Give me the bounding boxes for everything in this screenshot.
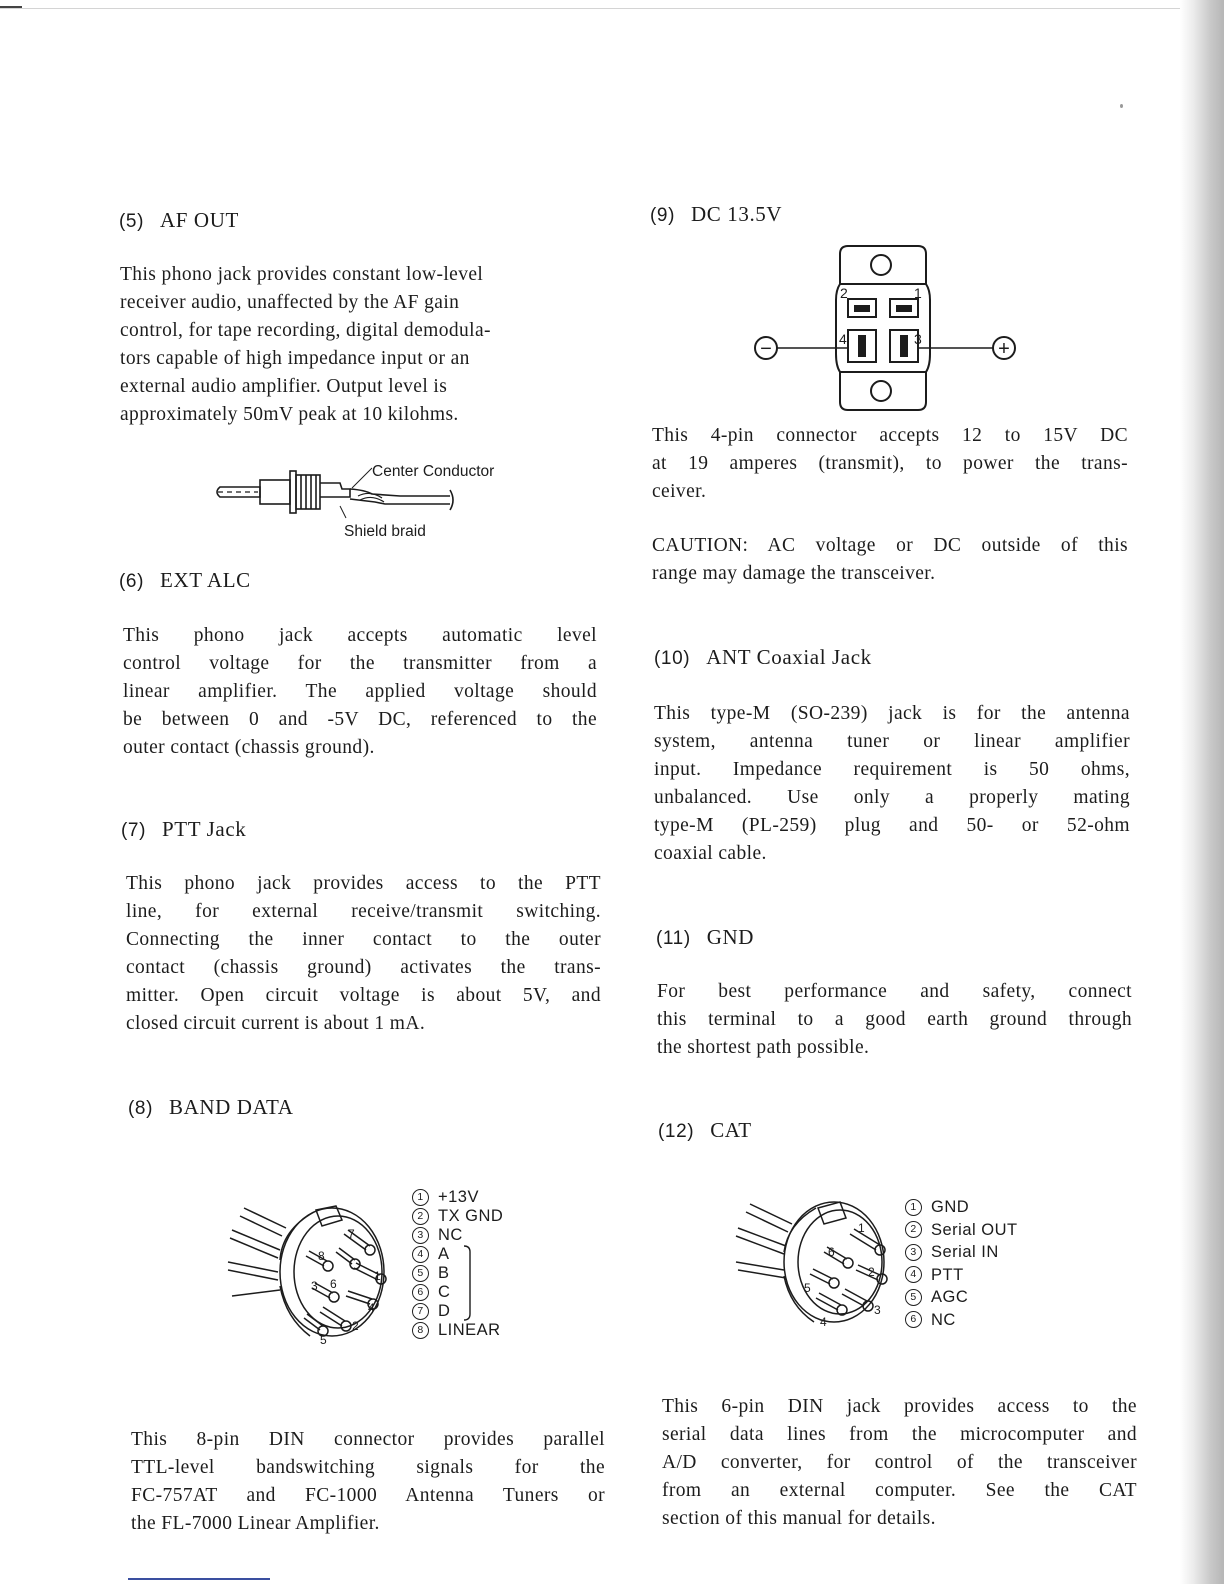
af-out-title: AF OUT — [160, 208, 239, 232]
text-line: this terminal to a good earth ground through — [657, 1009, 1132, 1030]
pin-number-badge: 3 — [412, 1227, 429, 1244]
dc-power-connector — [750, 244, 1030, 412]
minus-terminal-label: − — [760, 338, 772, 360]
text-line: type-M (PL-259) plug and 50- or 52-ohm — [654, 815, 1130, 836]
af-out-number: (5) — [119, 211, 145, 232]
pin-row — [905, 1286, 1018, 1309]
pin-number-badge: 6 — [412, 1284, 429, 1301]
text-line: tors capable of high impedance input or an — [120, 348, 470, 369]
pin-number: 2 — [352, 1319, 359, 1333]
text-line: be between 0 and -5V DC, referenced to the — [123, 709, 597, 730]
page-edge-shadow — [1180, 0, 1224, 1584]
pin-row — [905, 1309, 1018, 1332]
band-data-number: (8) — [128, 1098, 154, 1119]
dc-number: (9) — [650, 205, 676, 226]
gnd-number: (11) — [656, 928, 691, 949]
pin-label: B — [438, 1264, 450, 1282]
text-line: line, for external receive/transmit switching. — [126, 901, 601, 922]
pin-label: Serial IN — [931, 1243, 999, 1261]
cat-heading — [658, 1118, 752, 1143]
cat-number: (12) — [658, 1121, 695, 1142]
text-line: This type-M (SO-239) jack is for the antenna — [654, 703, 1130, 724]
pin-number-badge: 1 — [412, 1189, 429, 1206]
text-line: FC-757AT and FC-1000 Antenna Tuners or — [131, 1485, 605, 1506]
pin-label: NC — [438, 1226, 463, 1244]
pin-label: +13V — [438, 1188, 479, 1206]
text-line: at 19 amperes (transmit), to power the trans- — [652, 453, 1128, 474]
band-data-heading — [128, 1095, 294, 1120]
text-line: serial data lines from the microcomputer and — [662, 1424, 1137, 1445]
pin-number: 5 — [320, 1333, 327, 1347]
pin-number: 1 — [374, 1269, 381, 1283]
pin-label: NC — [931, 1310, 956, 1329]
pin-row — [412, 1302, 503, 1321]
pin-number-badge: 6 — [905, 1311, 922, 1328]
text-line: ceiver. — [652, 481, 707, 502]
pin-number: 6 — [828, 1245, 835, 1259]
ant-title: ANT Coaxial Jack — [706, 645, 872, 669]
pin-row — [905, 1264, 1018, 1287]
pin-number-badge: 8 — [412, 1322, 429, 1339]
gnd-text — [657, 978, 1132, 1062]
text-line: control, for tape recording, digital demodula- — [120, 320, 491, 341]
band-data-text — [131, 1426, 605, 1538]
dc-heading — [650, 202, 782, 227]
ant-number: (10) — [654, 648, 691, 669]
dc-pin-number: 4 — [839, 331, 847, 347]
ptt-jack-text — [126, 870, 601, 1038]
plus-terminal-label: + — [998, 338, 1010, 360]
dc-pin-number: 1 — [914, 285, 922, 301]
pin-row — [905, 1196, 1018, 1219]
text-line: from an external computer. See the CAT — [662, 1480, 1137, 1501]
text-line: For best performance and safety, connect — [657, 981, 1132, 1002]
text-line: CAUTION: AC voltage or DC outside of this — [652, 535, 1128, 556]
text-line: section of this manual for details. — [662, 1508, 936, 1529]
text-line: coaxial cable. — [654, 843, 767, 864]
pin-label: A — [438, 1245, 450, 1263]
dc-title: DC 13.5V — [691, 202, 783, 226]
cat-pin-list — [905, 1196, 1018, 1331]
pin-number-badge: 5 — [412, 1265, 429, 1282]
text-line: contact (chassis ground) activates the trans- — [126, 957, 601, 978]
dc-pin-number: 2 — [840, 285, 848, 301]
pin-row — [412, 1264, 503, 1283]
pin-number: 6 — [330, 1277, 337, 1291]
pin-number-badge: 5 — [905, 1289, 922, 1306]
shield-braid-label: Shield braid — [344, 523, 426, 540]
gnd-heading — [656, 925, 754, 950]
pin-number: 4 — [368, 1301, 375, 1315]
pin-row — [412, 1207, 503, 1226]
ext-alc-number: (6) — [119, 571, 145, 592]
pin-label: LINEAR — [438, 1321, 501, 1339]
ptt-jack-heading — [121, 817, 246, 842]
pin-label: Serial OUT — [931, 1220, 1018, 1239]
band-data-din-connector — [224, 1190, 404, 1360]
text-line: the FL-7000 Linear Amplifier. — [131, 1513, 380, 1534]
pin-row — [905, 1219, 1018, 1242]
text-line: linear amplifier. The applied voltage should — [123, 681, 597, 702]
gnd-title: GND — [706, 925, 755, 949]
text-line: This 8-pin DIN connector provides parallel — [131, 1429, 605, 1450]
pin-label: GND — [931, 1198, 970, 1216]
footnote-rule — [128, 1578, 270, 1580]
pin-number-badge: 7 — [412, 1303, 429, 1320]
text-line: mitter. Open circuit voltage is about 5V, and — [126, 985, 601, 1006]
text-line: This phono jack accepts automatic level — [123, 625, 597, 646]
pin-number: 4 — [820, 1315, 827, 1329]
band-data-pin-list — [412, 1188, 503, 1340]
text-line: unbalanced. Use only a properly mating — [654, 787, 1130, 808]
text-line: This phono jack provides constant low-level — [120, 264, 484, 285]
pin-number: 1 — [858, 1221, 865, 1235]
pin-row — [412, 1245, 503, 1264]
text-line: receiver audio, unaffected by the AF gain — [120, 292, 460, 313]
text-line: This 6-pin DIN jack provides access to the — [662, 1396, 1137, 1417]
dc-caution-text — [652, 532, 1128, 588]
text-line: control voltage for the transmitter from a — [123, 653, 597, 674]
pin-row — [905, 1241, 1018, 1264]
text-line: range may damage the transceiver. — [652, 563, 936, 584]
pin-number-badge: 4 — [412, 1246, 429, 1263]
pin-number-badge: 1 — [905, 1199, 922, 1216]
pin-row — [412, 1226, 503, 1245]
ext-alc-title: EXT ALC — [160, 568, 251, 592]
cat-din-connector — [732, 1190, 902, 1340]
cat-text — [662, 1393, 1137, 1533]
pin-row — [412, 1283, 503, 1302]
center-conductor-label: Center Conductor — [372, 463, 495, 480]
af-out-heading — [119, 208, 239, 233]
text-line: the shortest path possible. — [657, 1037, 870, 1058]
ptt-jack-number: (7) — [121, 820, 147, 841]
text-line: TTL-level bandswitching signals for the — [131, 1457, 605, 1478]
ptt-jack-title: PTT Jack — [162, 817, 247, 841]
pin-number: 5 — [804, 1281, 811, 1295]
pin-row — [412, 1188, 503, 1207]
pin-label: TX GND — [438, 1207, 504, 1225]
text-line: This 4-pin connector accepts 12 to 15V DC — [652, 425, 1128, 446]
pin-label: PTT — [931, 1265, 964, 1284]
text-line: system, antenna tuner or linear amplifier — [654, 731, 1130, 752]
dc-text — [652, 422, 1128, 506]
pin-number: 2 — [868, 1265, 875, 1279]
ant-heading — [654, 645, 872, 670]
scan-top-rule — [0, 8, 1190, 9]
pin-number-badge: 2 — [905, 1221, 922, 1238]
ext-alc-text — [123, 622, 597, 762]
pin-number: 8 — [318, 1249, 325, 1263]
pin-number: 3 — [311, 1279, 318, 1293]
band-data-title: BAND DATA — [169, 1095, 294, 1119]
text-line: input. Impedance requirement is 50 ohms, — [654, 759, 1130, 780]
text-line: approximately 50mV peak at 10 kilohms. — [120, 404, 459, 425]
text-line: outer contact (chassis ground). — [123, 737, 375, 758]
pin-number-badge: 2 — [412, 1208, 429, 1225]
pin-label: D — [438, 1302, 451, 1320]
scan-speck — [1120, 104, 1123, 108]
cat-title: CAT — [710, 1118, 752, 1142]
pin-number-badge: 3 — [905, 1244, 922, 1261]
pin-number: 3 — [874, 1303, 881, 1317]
pin-number-badge: 4 — [905, 1266, 922, 1283]
ant-text — [654, 700, 1130, 868]
pin-group-brace — [462, 1244, 476, 1322]
text-line: external audio amplifier. Output level is — [120, 376, 448, 397]
text-line: A/D converter, for control of the transceiver — [662, 1452, 1137, 1473]
dc-pin-number: 3 — [914, 331, 922, 347]
text-line: Connecting the inner contact to the outer — [126, 929, 601, 950]
pin-number: 7 — [348, 1227, 355, 1241]
ext-alc-heading — [119, 568, 251, 593]
af-out-text — [120, 261, 595, 429]
pin-label: C — [438, 1283, 451, 1301]
text-line: closed circuit current is about 1 mA. — [126, 1013, 426, 1034]
text-line: This phono jack provides access to the PTT — [126, 873, 601, 894]
phono-plug-diagram — [210, 456, 540, 548]
pin-row — [412, 1321, 503, 1340]
pin-label: AGC — [931, 1288, 969, 1306]
